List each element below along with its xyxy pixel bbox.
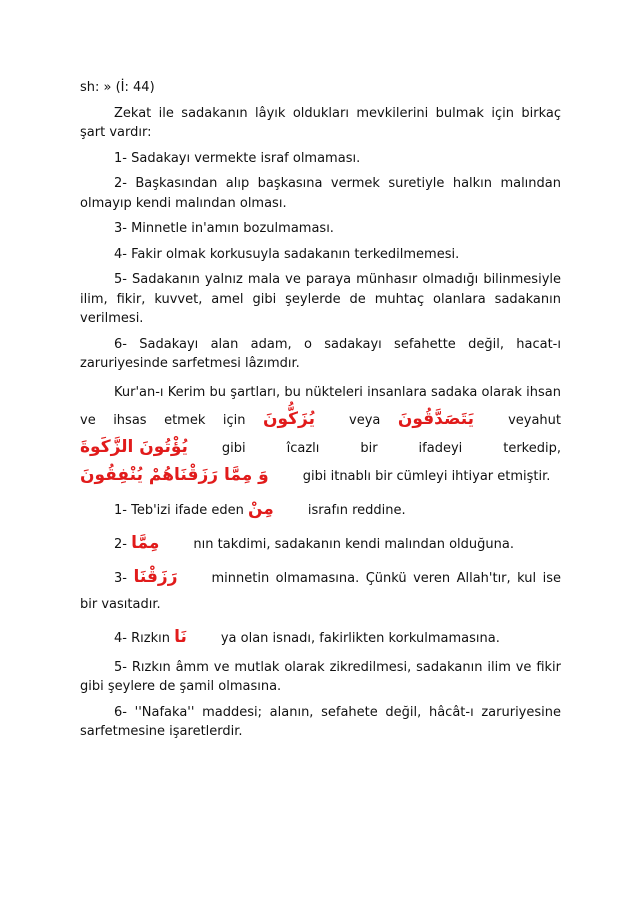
quran-text-3: veyahut [508,412,561,428]
nukte-5: 5- Rızkın âmm ve mutlak olarak zikredilmesi, sadakanın ilim ve fikir gibi şeylere de şamil olmasına. [80,659,561,694]
quran-text-2: veya [349,412,398,428]
nukte-4 [80,624,561,652]
arabic-yutunez-zekat: يُؤْتُونَ الزَّكَوةَ [80,436,188,457]
condition-2: 2- Başkasından alıp başkasına vermek suretiyle halkın malından olmayıp kendi malından olması. [80,176,561,211]
nukte-1-pre: 1- Teb'izi ifade eden [114,502,248,518]
arabic-ve-mimma-rezaknahum: وَ مِمَّا رَزَقْنَاهُمْ يُنْفِقُونَ [80,464,269,485]
nukte-4-pre: 4- Rızkın [114,630,175,646]
nukte-2 [80,530,561,558]
nukte-6: 6- ''Nafaka'' maddesi; alanın, sefahete değil, hâcât-ı zaruriyesine sarfetmesine işaretlerdir. [80,704,561,739]
arabic-yuzakkun: يُزَكُّونَ [262,408,315,429]
nukte-3-pre: 3- [114,570,134,586]
nukte-3 [80,564,561,618]
nukte-2-pre: 2- [114,536,132,552]
quran-text-1: Kur'an-ı Kerim bu şartları, bu nükteleri insanlara sadaka olarak ihsan ve ihsas etmek için [80,384,561,428]
arabic-mimma: مِمَّا [131,532,160,553]
quran-text-5: gibi itnablı bir cümleyi ihtiyar etmiştir. [302,468,551,484]
nukte-4-post: ya olan isnadı, fakirlikten korkulmamasına. [220,630,500,646]
reference-line: sh: » (İ: 44) [80,80,155,95]
arabic-yatasaddakun: يَتَصَدَّقُونَ [397,408,475,429]
intro-paragraph: Zekat ile sadakanın lâyık oldukları mevkilerini bulmak için birkaç şart vardır: [80,105,561,140]
condition-6: 6- Sadakayı alan adam, o sadakayı sefahette değil, hacat-ı zaruriyesinde sarfetmesi lâzımdır. [80,336,561,371]
quran-text-4: gibi îcazlı bir ifadeyi terkedip, [221,440,561,456]
condition-4: 4- Fakir olmak korkusuyla sadakanın terkedilmemesi. [114,246,460,262]
condition-3: 3- Minnetle in'amın bozulmaması. [114,221,334,236]
arabic-rezaknah: رَزَقْنَا [133,566,178,587]
condition-5: 5- Sadakanın yalnız mala ve paraya münhasır olmadığı bilinmesiyle ilim, fikir, kuvvet, amel gibi şeylerde de muhtaç olanlara sadakanın verilmesi. [80,272,561,326]
nukte-3-post: minnetin olmamasına. Çünkü veren Allah'tır, kul ise bir vasıtadır. [80,570,561,612]
condition-1: 1- Sadakayı vermekte israf olmaması. [114,150,361,166]
nukte-1 [80,496,561,524]
document-body [80,78,561,748]
arabic-na: نَا [174,626,187,647]
quran-paragraph [80,380,561,490]
nukte-1-post: israfın reddine. [307,502,406,518]
arabic-min: مِنْ [248,498,274,519]
nukte-2-post: nın takdimi, sadakanın kendi malından olduğuna. [193,536,514,552]
